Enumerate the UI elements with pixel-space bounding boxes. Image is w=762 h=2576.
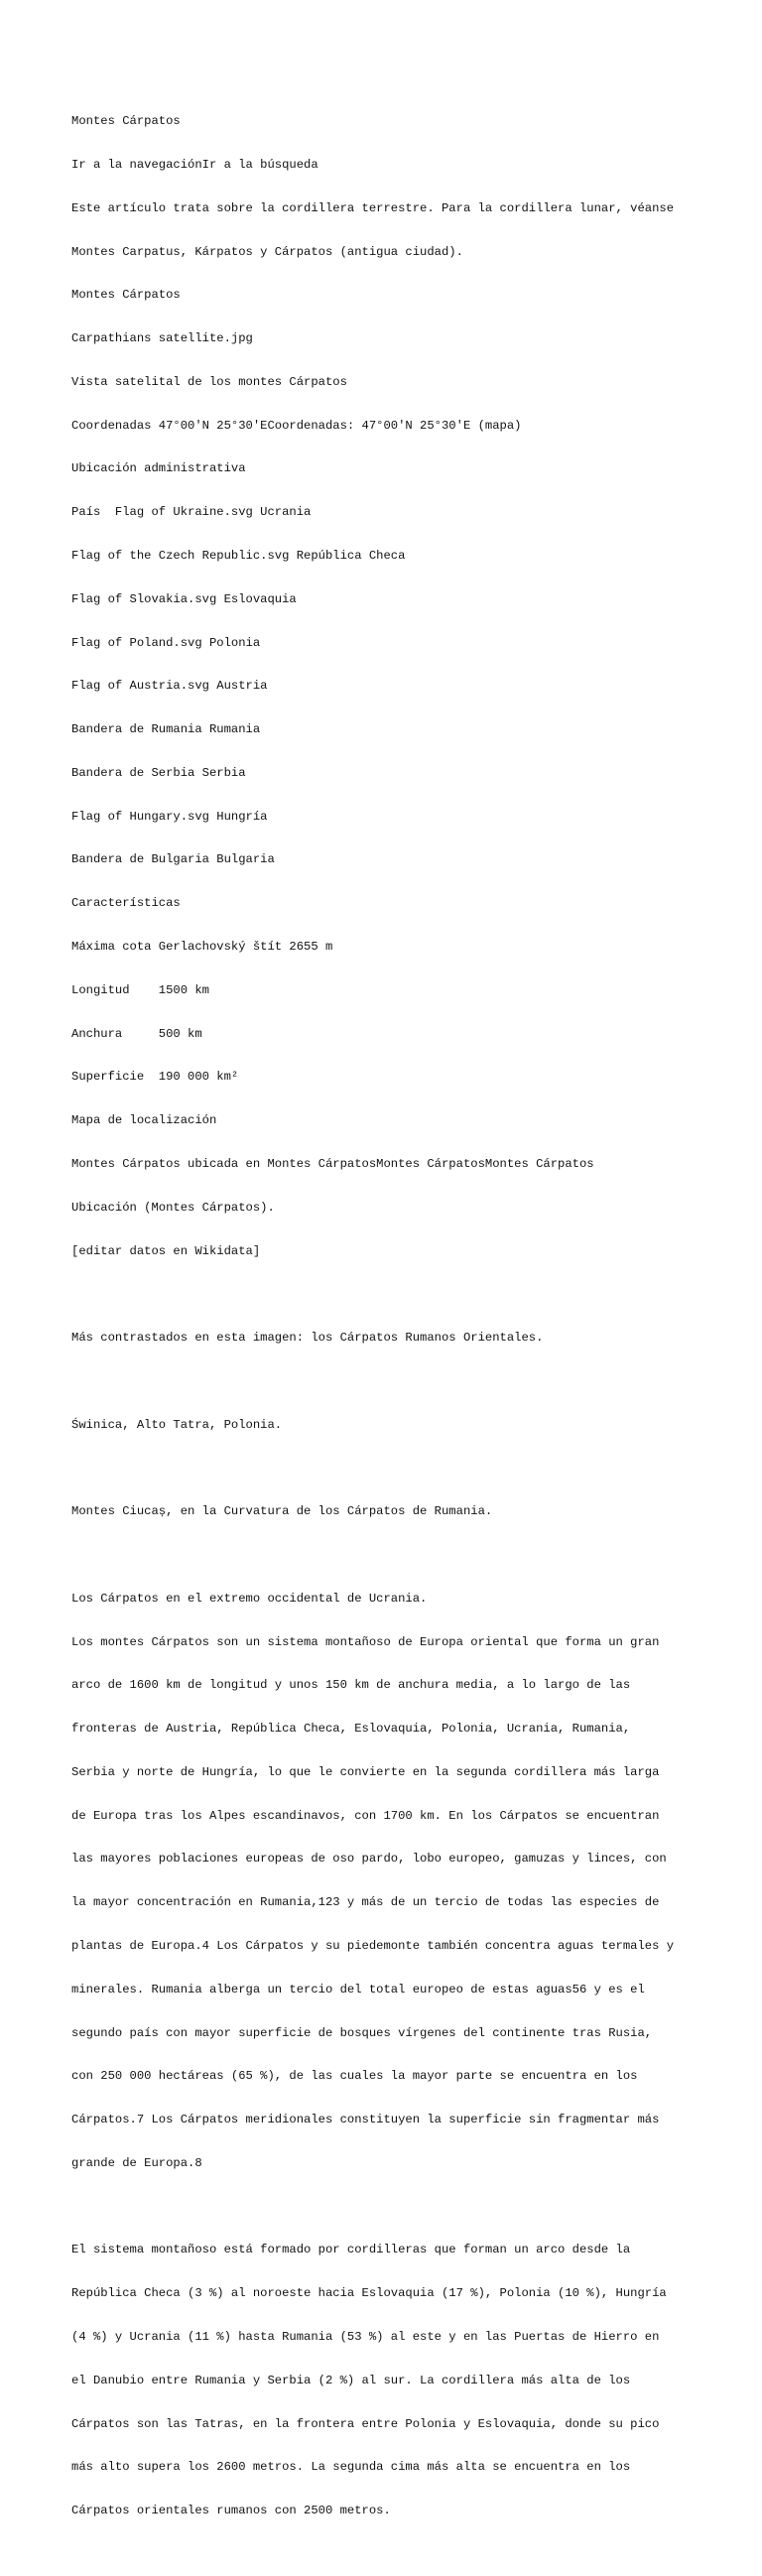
- doc-line: arco de 1600 km de longitud y unos 150 km de anchura media, a lo largo de las: [71, 1678, 631, 1693]
- doc-line: Este artículo trata sobre la cordillera terrestre. Para la cordillera lunar, véanse: [71, 200, 675, 215]
- doc-line: Cárpatos son las Tatras, en la frontera entre Polonia y Eslovaquia, donde su pico: [71, 2416, 660, 2431]
- doc-line: con 250 000 hectáreas (65 %), de las cuales la mayor parte se encuentra en los: [71, 2069, 638, 2084]
- doc-line: Bandera de Rumania Rumania: [71, 722, 261, 737]
- doc-line: Flag of Hungary.svg Hungría: [71, 809, 268, 824]
- doc-line: Montes Cárpatos: [71, 114, 181, 129]
- doc-line: Ubicación administrativa: [71, 461, 246, 476]
- doc-line: [71, 2547, 726, 2562]
- doc-line: Máxima cota Gerlachovský štít 2655 m: [71, 940, 333, 955]
- doc-line: Ubicación (Montes Cárpatos).: [71, 1200, 275, 1215]
- doc-line: [71, 1461, 726, 1476]
- doc-line: Los montes Cárpatos son un sistema montañoso de Europa oriental que forma un gran: [71, 1634, 660, 1649]
- doc-line: Bandera de Bulgaria Bulgaria: [71, 852, 275, 867]
- doc-line: (4 %) y Ucrania (11 %) hasta Rumania (53 %) al este y en las Puertas de Hierro en: [71, 2330, 660, 2345]
- doc-line: Flag of Austria.svg Austria: [71, 679, 268, 694]
- doc-line: Świnica, Alto Tatra, Polonia.: [71, 1417, 283, 1432]
- doc-line: Más contrastados en esta imagen: los Cárpatos Rumanos Orientales.: [71, 1331, 544, 1346]
- doc-line: la mayor concentración en Rumania,123 y más de un tercio de todas las especies de: [71, 1895, 660, 1910]
- doc-line: [71, 1374, 726, 1389]
- doc-line: [editar datos en Wikidata]: [71, 1243, 261, 1258]
- doc-line: Coordenadas 47°00′N 25°30′ECoordenadas: 47°00′N 25°30′E (mapa): [71, 418, 522, 433]
- doc-line: Montes Ciucaș, en la Curvatura de los Cárpatos de Rumania.: [71, 1504, 493, 1519]
- doc-line: [71, 1548, 726, 1563]
- doc-line: grande de Europa.8: [71, 2155, 202, 2170]
- doc-line: Cárpatos orientales rumanos con 2500 metros.: [71, 2504, 391, 2518]
- doc-line: Montes Cárpatos: [71, 288, 181, 303]
- doc-line: Los Cárpatos en el extremo occidental de Ucrania.: [71, 1591, 428, 1606]
- doc-line: más alto supera los 2600 metros. La segunda cima más alta se encuentra en los: [71, 2460, 631, 2475]
- doc-line: País Flag of Ukraine.svg Ucrania: [71, 505, 312, 520]
- doc-line: Flag of the Czech Republic.svg República Checa: [71, 549, 406, 563]
- doc-line: [71, 2200, 726, 2215]
- doc-line: [71, 1287, 726, 1302]
- doc-line: de Europa tras los Alpes escandinavos, con 1700 km. En los Cárpatos se encuentran: [71, 1808, 660, 1823]
- doc-line: Carpathians satellite.jpg: [71, 331, 253, 346]
- doc-line: Mapa de localización: [71, 1113, 217, 1128]
- doc-line: Ir a la navegaciónIr a la búsqueda: [71, 157, 318, 172]
- doc-line: minerales. Rumania alberga un tercio del total europeo de estas aguas56 y es el: [71, 1982, 645, 1996]
- document-body: [71, 85, 726, 2576]
- doc-line: Flag of Slovakia.svg Eslovaquia: [71, 591, 297, 606]
- doc-line: República Checa (3 %) al noroeste hacia Eslovaquia (17 %), Polonia (10 %), Hungría: [71, 2286, 667, 2301]
- doc-line: las mayores poblaciones europeas de oso pardo, lobo europeo, gamuzas y linces, con: [71, 1852, 667, 1867]
- doc-line: Superficie 190 000 km²: [71, 1070, 239, 1085]
- doc-line: Cárpatos.7 Los Cárpatos meridionales constituyen la superficie sin fragmentar más: [71, 2113, 660, 2127]
- doc-line: El sistema montañoso está formado por cordilleras que forman un arco desde la: [71, 2243, 631, 2257]
- doc-line: fronteras de Austria, República Checa, Eslovaquia, Polonia, Ucrania, Rumania,: [71, 1722, 631, 1737]
- doc-line: Flag of Poland.svg Polonia: [71, 635, 261, 650]
- doc-line: Anchura 500 km: [71, 1026, 202, 1041]
- doc-line: el Danubio entre Rumania y Serbia (2 %) al sur. La cordillera más alta de los: [71, 2373, 631, 2387]
- doc-line: Características: [71, 896, 181, 911]
- doc-line: plantas de Europa.4 Los Cárpatos y su piedemonte también concentra aguas termales y: [71, 1939, 675, 1953]
- doc-line: Montes Carpatus, Kárpatos y Cárpatos (antigua ciudad).: [71, 244, 463, 259]
- doc-line: Vista satelital de los montes Cárpatos: [71, 374, 347, 389]
- doc-line: Montes Cárpatos ubicada en Montes CárpatosMontes CárpatosMontes Cárpatos: [71, 1156, 594, 1171]
- doc-line: segundo país con mayor superficie de bosques vírgenes del continente tras Rusia,: [71, 2025, 653, 2040]
- doc-line: Bandera de Serbia Serbia: [71, 765, 246, 780]
- doc-line: Serbia y norte de Hungría, lo que le convierte en la segunda cordillera más larga: [71, 1764, 660, 1779]
- doc-line: Longitud 1500 km: [71, 982, 209, 997]
